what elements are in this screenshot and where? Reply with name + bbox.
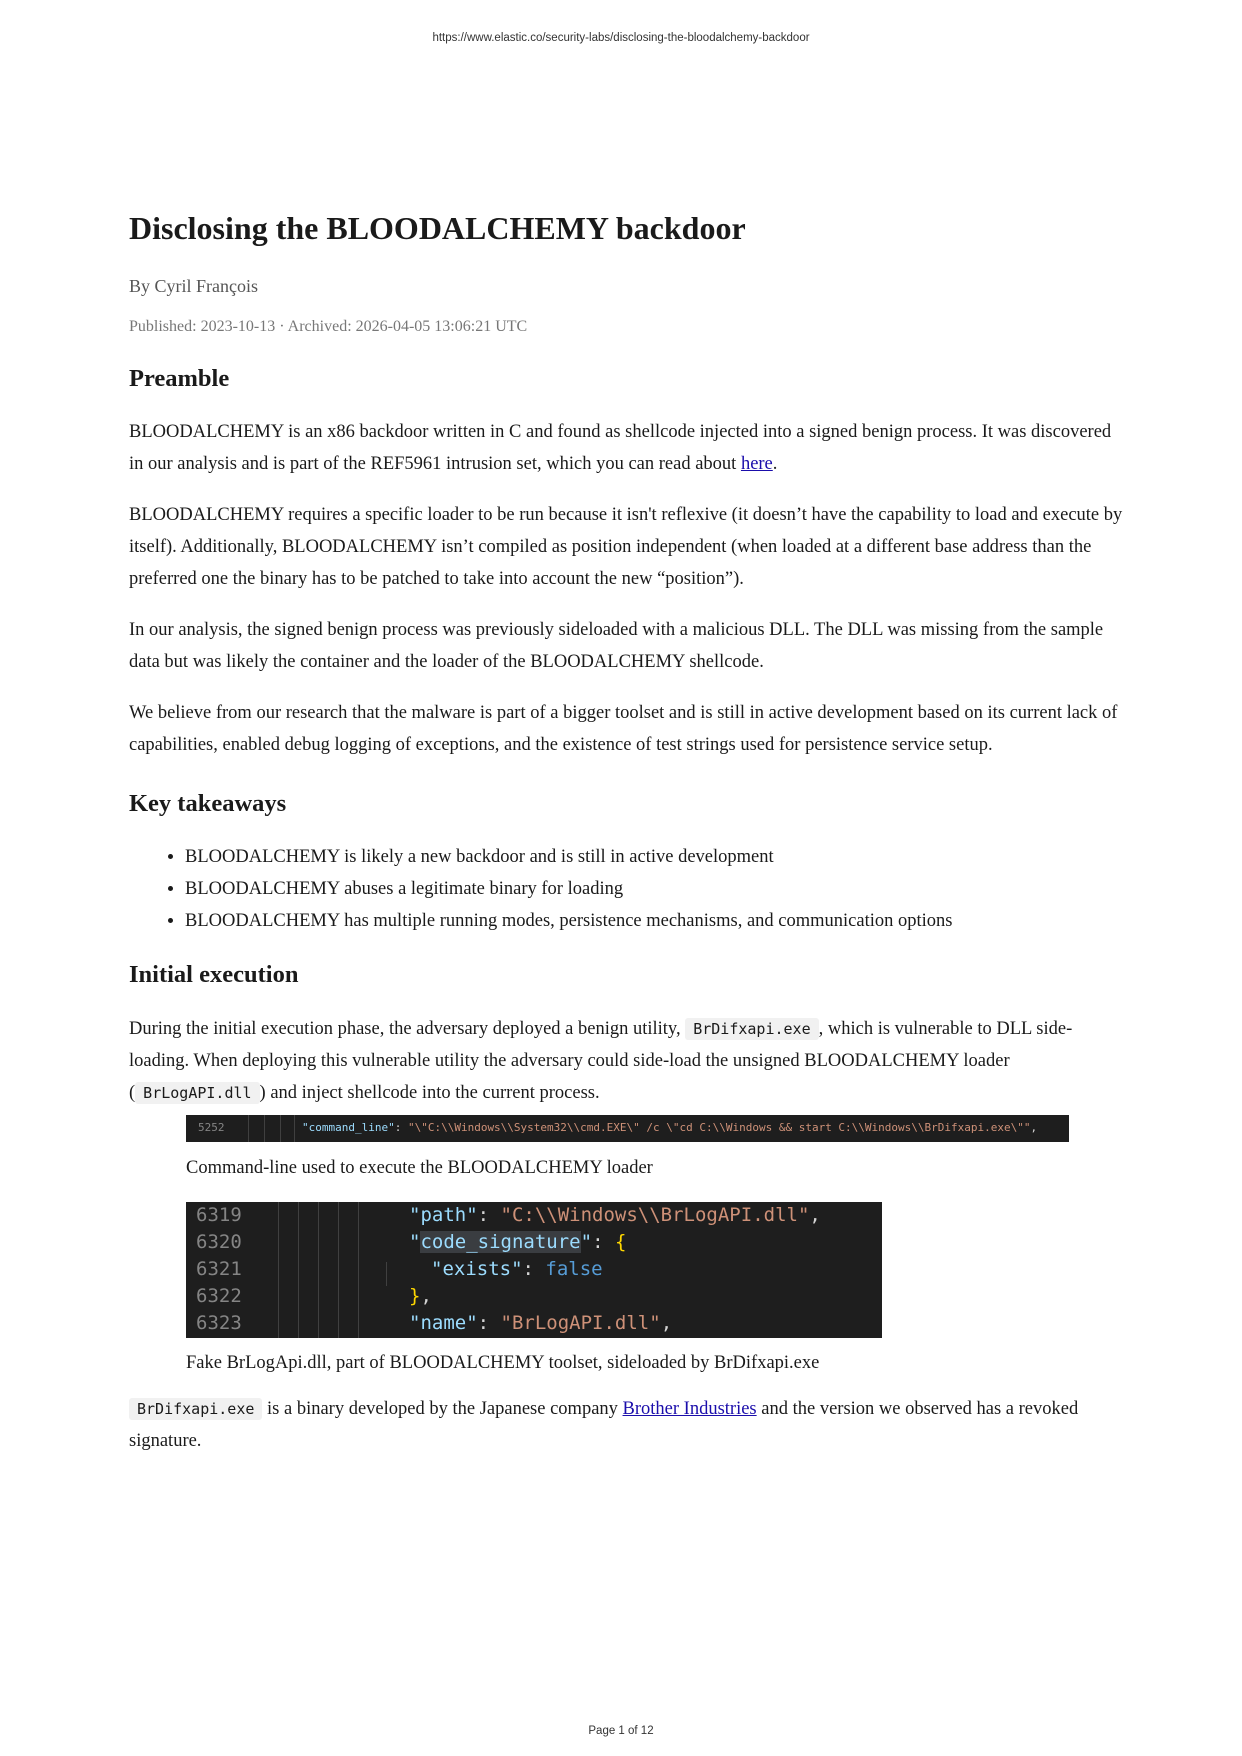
takeaways-list xyxy=(129,841,1124,937)
page-number: Page 1 of 12 xyxy=(588,1725,654,1737)
heading-preamble: Preamble xyxy=(129,365,230,392)
list-item: • BLOODALCHEMY is likely a new backdoor and is still in active development xyxy=(185,841,1124,873)
list-item: • BLOODALCHEMY has multiple running modes, persistence mechanisms, and communication options xyxy=(185,905,1124,937)
heading-key-takeaways: Key takeaways xyxy=(129,790,287,817)
article-byline: By Cyril François xyxy=(129,276,258,296)
heading-initial-execution: Initial execution xyxy=(129,961,299,988)
figure-caption: Command-line used to execute the BLOODALCHEMY loader xyxy=(186,1158,653,1178)
preamble-paragraph-1: BLOODALCHEMY is an x86 backdoor written in C and found as shellcode injected into a signed benign process. It was discovered in our analysis and is part of the REF5961 intrusion set, which you can read about here. xyxy=(129,422,1112,474)
figure-caption: Fake BrLogApi.dll, part of BLOODALCHEMY toolset, sideloaded by BrDifxapi.exe xyxy=(186,1353,820,1373)
page-url-header: https://www.elastic.co/security-labs/disclosing-the-bloodalchemy-backdoor xyxy=(432,32,810,44)
article-meta: Published: 2023-10-13 · Archived: 2026-04-05 13:06:21 UTC xyxy=(129,318,528,335)
preamble-paragraph-4: We believe from our research that the malware is part of a bigger toolset and is still in active development based on its current lack of capabilities, enabled debug logging of exceptions, and the existence of test strings used for persistence service setup. xyxy=(129,703,1118,755)
command-line-screenshot: 5252 "command_line": "\"C:\\Windows\\System32\\cmd.EXE\" /c \"cd C:\\Windows && start C:\\Windows\\BrDifxapi.exe\"", xyxy=(186,1115,1069,1142)
line-number: 5252 xyxy=(198,1121,225,1134)
brlogapi-json-screenshot: 6319 6320 6321 6322 6323 "path": "C:\\Windows\\BrLogAPI.dll", "code_signature": { "exists": false }, "name": "BrLogAPI.dll", xyxy=(186,1202,882,1338)
brother-industries-link[interactable]: Brother Industries xyxy=(622,1399,757,1419)
list-item: • BLOODALCHEMY abuses a legitimate binary for loading xyxy=(185,873,1124,905)
article xyxy=(129,204,1124,1457)
inline-code-brlogapi: BrLogAPI.dll xyxy=(135,1082,259,1104)
preamble-paragraph-2: BLOODALCHEMY requires a specific loader to be run because it isn't reflexive (it doesn’t have the capability to load and execute by itself). Additionally, BLOODALCHEMY isn’t compiled as position independent (when loaded at a different base address than the preferred one the binary has to be patched to take into account the new “position”). xyxy=(129,505,1123,589)
here-link[interactable]: here xyxy=(740,454,773,474)
initial-execution-paragraph-2: BrDifxapi.exe is a binary developed by the Japanese company Brother Industries and the version we observed has a revoked signature. xyxy=(129,1399,1079,1451)
inline-code-brdifxapi: BrDifxapi.exe xyxy=(129,1398,262,1420)
preamble-paragraph-3: In our analysis, the signed benign process was previously sideloaded with a malicious DLL. The DLL was missing from the sample data but was likely the container and the loader of the BLOODALCHEMY shellcode. xyxy=(129,620,1104,672)
article-title: Disclosing the BLOODALCHEMY backdoor xyxy=(129,210,746,246)
initial-execution-paragraph-1: During the initial execution phase, the adversary deployed a benign utility, BrDifxapi.exe , which is vulnerable to DLL side-loading. When deploying this vulnerable utility the adversary could side-load the unsigned BLOODALCHEMY loader ( BrLogAPI.dll ) and inject shellcode into the current process. xyxy=(129,1019,1073,1103)
figure-command-line xyxy=(186,1115,1124,1181)
figure-brlogapi xyxy=(186,1202,1124,1376)
inline-code-brdifxapi: BrDifxapi.exe xyxy=(685,1018,818,1040)
